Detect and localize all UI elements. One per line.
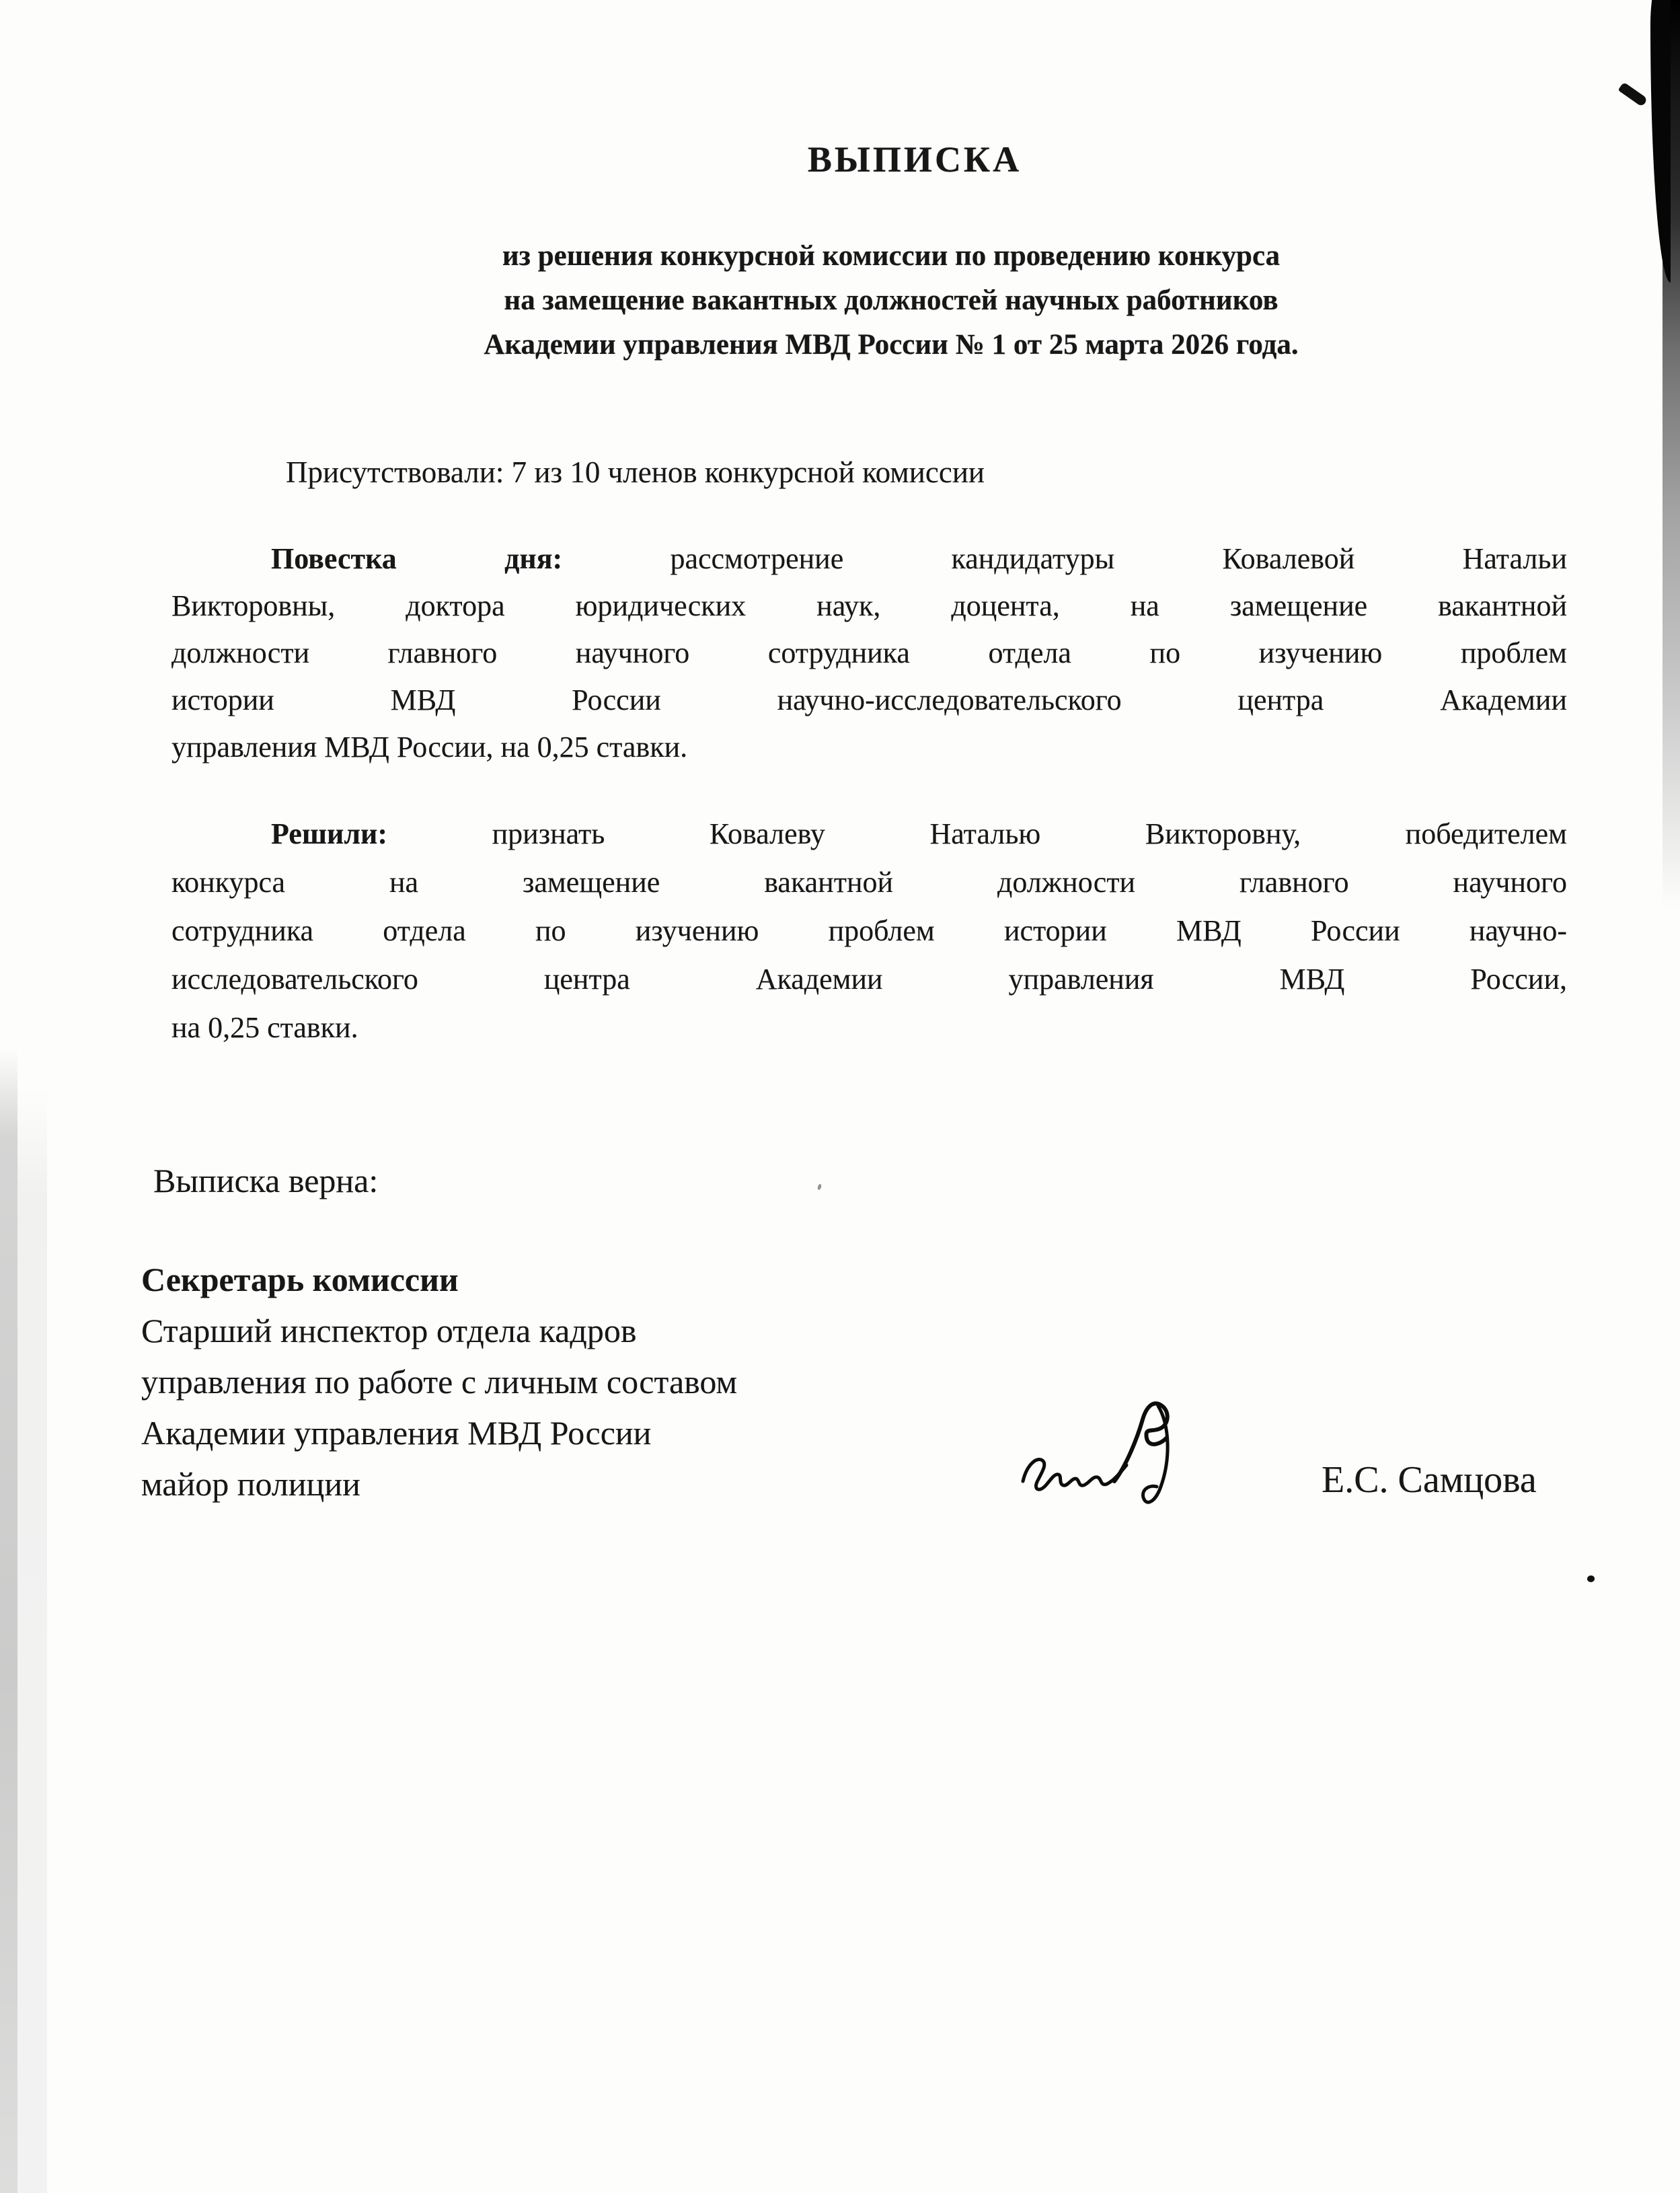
- ink-speck: [1587, 1575, 1595, 1582]
- agenda-line: управления МВД России, на 0,25 ставки.: [171, 731, 688, 764]
- certification-line: Выписка верна:: [153, 1162, 379, 1199]
- agenda-line: должности главного научного сотрудника отдела по изучению проблем: [171, 636, 1567, 669]
- document-subtitle: [353, 234, 1429, 367]
- signer-detail-line: Старший инспектор отдела кадров: [141, 1312, 637, 1349]
- signer-detail-line: Академии управления МВД России: [141, 1414, 652, 1452]
- resolution-line: на 0,25 ставки.: [171, 1011, 358, 1044]
- resolution-line: сотрудника отдела по изучению проблем истории МВД России научно-: [171, 914, 1567, 947]
- scan-edge-left-band: [0, 1049, 17, 2193]
- scan-edge-right-shadow: [1650, 0, 1671, 283]
- resolution-paragraph: [171, 810, 1567, 1052]
- page-title: ВЫПИСКА: [807, 139, 1022, 180]
- pen-mark: [1618, 82, 1648, 108]
- agenda-paragraph: [171, 535, 1567, 771]
- signer-role: Секретарь комиссии: [141, 1261, 459, 1298]
- signer-detail-line: управления по работе с личным составом: [141, 1363, 738, 1401]
- signature-image: [1012, 1399, 1234, 1517]
- agenda-line: Викторовны, доктора юридических наук, доцента, на замещение вакантной: [171, 589, 1567, 622]
- resolution-lead: Решили:: [271, 817, 388, 850]
- signer-name: Е.С. Самцова: [1322, 1459, 1537, 1501]
- resolution-line: исследовательского центра Академии управления МВД России,: [171, 963, 1567, 996]
- scan-edge-left-band-inner: [17, 1090, 47, 2193]
- signer-block: [141, 1254, 1083, 1510]
- agenda-line: [171, 535, 1567, 583]
- agenda-line: истории МВД России научно-исследовательского центра Академии: [171, 683, 1567, 716]
- agenda-line-rest: рассмотрение кандидатуры Ковалевой Натальи: [670, 542, 1568, 575]
- resolution-line: конкурса на замещение вакантной должности главного научного: [171, 866, 1567, 899]
- subtitle-line: Академии управления МВД России № 1 от 25 марта 2026 года.: [484, 329, 1299, 361]
- resolution-line: [171, 810, 1567, 858]
- attendance-line: Присутствовали: 7 из 10 членов конкурсной комиссии: [286, 455, 985, 489]
- agenda-lead: Повестка дня:: [271, 542, 563, 575]
- resolution-line-rest: признать Ковалеву Наталью Викторовну, победителем: [492, 817, 1568, 850]
- subtitle-line: из решения конкурсной комиссии по проведению конкурса: [502, 240, 1281, 272]
- subtitle-line: на замещение вакантных должностей научных работников: [504, 285, 1278, 316]
- ink-speck-faint: [817, 1183, 823, 1190]
- signer-detail-line: майор полиции: [141, 1465, 360, 1503]
